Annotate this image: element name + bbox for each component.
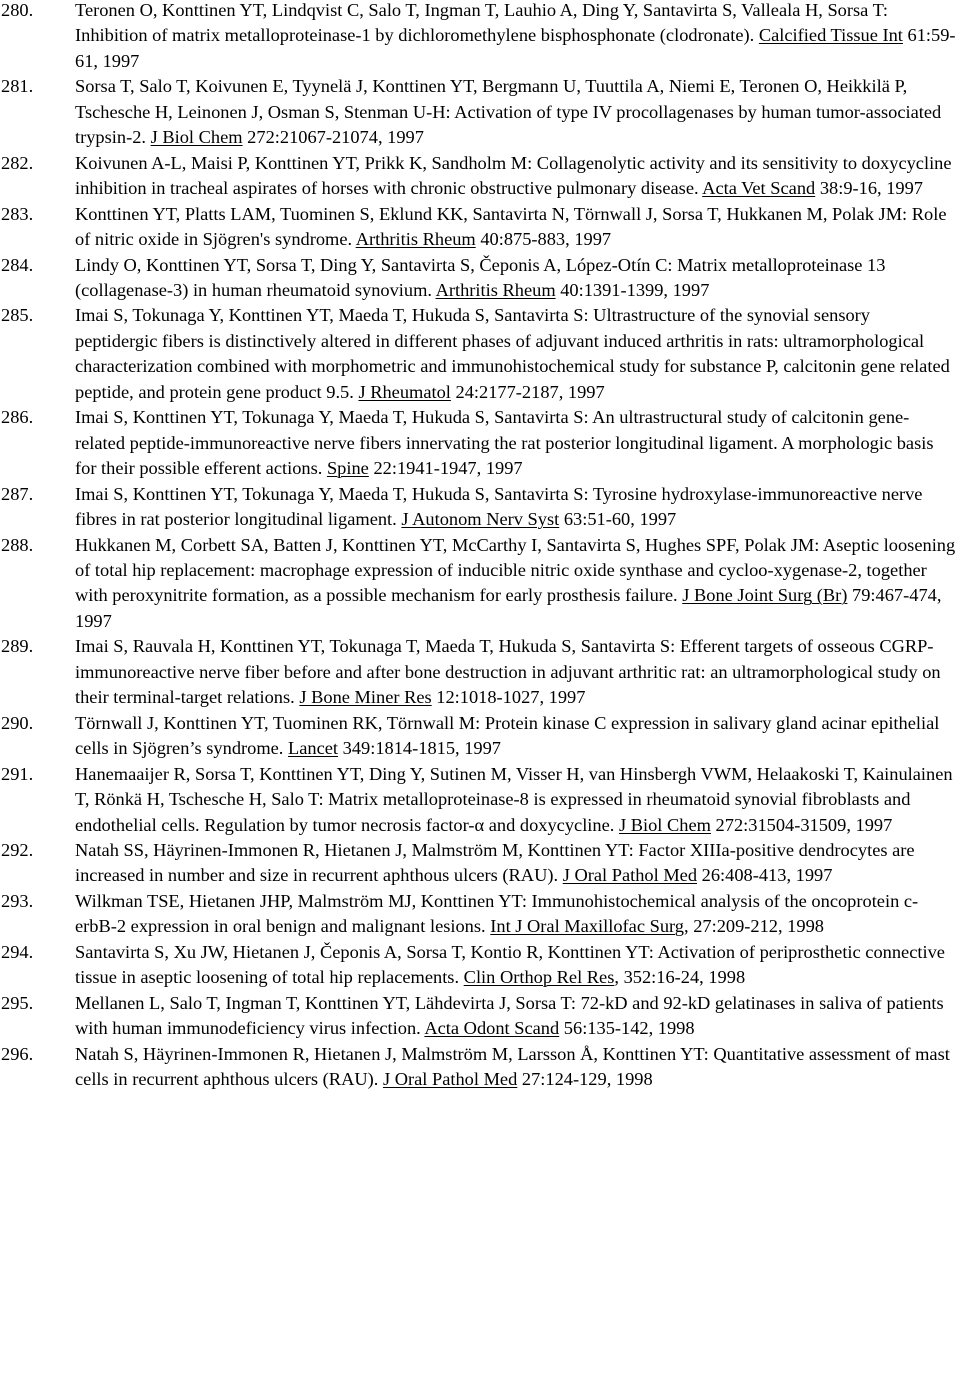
journal-link[interactable]: J Rheumatol — [358, 381, 451, 402]
reference-number: 284. — [1, 254, 34, 275]
journal-link[interactable]: Acta Odont Scand — [424, 1018, 560, 1039]
reference-number: 289. — [1, 636, 34, 657]
reference-citation: , 352:16-24, 1998 — [614, 967, 746, 988]
reference-citation: 40:1391-1399, 1997 — [555, 279, 710, 300]
journal-link[interactable]: J Biol Chem — [150, 127, 243, 148]
reference-text: Mellanen L, Salo T, Ingman T, Konttinen YT, Lähdevirta J, Sorsa T: 72-kD and 92-kD gelatinases in saliva of patients with human immunodeficiency virus infection. — [75, 992, 944, 1039]
journal-link[interactable]: Calcified Tissue Int — [758, 25, 903, 46]
reference-citation: 79:467-474, 1997 — [75, 585, 942, 631]
reference-number: 290. — [1, 712, 34, 733]
journal-link[interactable]: J Autonom Nerv Syst — [401, 509, 560, 530]
reference-item — [0, 405, 960, 481]
reference-citation: 349:1814-1815, 1997 — [338, 738, 502, 759]
reference-number: 293. — [1, 890, 34, 911]
reference-item — [0, 303, 960, 405]
reference-text: Santavirta S, Xu JW, Hietanen J, Čeponis A, Sorsa T, Kontio R, Konttinen YT: Activation of periprosthetic connective tissue in aseptic loosening of total hip replacements. — [75, 941, 945, 988]
reference-number: 282. — [1, 152, 34, 173]
reference-number: 296. — [1, 1043, 34, 1064]
reference-citation: 63:51-60, 1997 — [559, 509, 677, 530]
journal-link[interactable]: J Bone Miner Res — [299, 687, 432, 708]
journal-link[interactable]: Arthritis Rheum — [355, 229, 476, 250]
reference-item — [0, 151, 960, 202]
reference-citation: 22:1941-1947, 1997 — [368, 458, 523, 479]
journal-link[interactable]: Lancet — [288, 738, 339, 759]
reference-citation: 272:21067-21074, 1997 — [242, 127, 424, 148]
reference-number: 292. — [1, 839, 34, 860]
reference-text: Sorsa T, Salo T, Koivunen E, Tyynelä J, Konttinen YT, Bergmann U, Tuuttila A, Niemi E, Teronen O, Heikkilä P, Tschesche H, Leinonen J, Osman S, Stenman U-H: Activation of type IV procollagenases by human tumor-associated trypsin-2. — [75, 76, 942, 148]
reference-item — [0, 762, 960, 838]
journal-link[interactable]: Spine — [326, 458, 369, 479]
reference-number: 281. — [1, 76, 34, 97]
reference-citation: 38:9-16, 1997 — [815, 178, 924, 199]
reference-text: Wilkman TSE, Hietanen JHP, Malmström MJ, Konttinen YT: Immunohistochemical analysis of the oncoprotein c-erbB-2 expression in oral benign and malignant lesions. — [75, 890, 919, 937]
reference-citation: 26:408-413, 1997 — [697, 865, 833, 886]
reference-number: 285. — [1, 305, 34, 326]
journal-link[interactable]: Clin Orthop Rel Res — [463, 967, 615, 988]
reference-item — [0, 711, 960, 762]
reference-text: Imai S, Tokunaga Y, Konttinen YT, Maeda T, Hukuda S, Santavirta S: Ultrastructure of the synovial sensory peptidergic fibers is distinctively altered in different phases of adjuvant induced arthritis in rats: ultramorphological characterization combined with morphometric and immunohistochemical study for substance P, calcitonin gene related peptide, and protein gene product 9.5. — [75, 305, 950, 402]
reference-text: Natah S, Häyrinen-Immonen R, Hietanen J, Malmström M, Larsson Å, Konttinen YT: Quantitative assessment of mast cells in recurrent aphthous ulcers (RAU). — [75, 1043, 950, 1090]
reference-text: Hanemaaijer R, Sorsa T, Konttinen YT, Ding Y, Sutinen M, Visser H, van Hinsbergh VWM, Helaakoski T, Kainulainen T, Rönkä H, Tschesche H, Salo T: Matrix metalloproteinase-8 is expressed in rheumatoid synovial fibroblasts and endothelial cells. Regulation by tumor necrosis factor-α and doxycycline. — [75, 763, 953, 835]
reference-number: 291. — [1, 763, 34, 784]
journal-link[interactable]: J Oral Pathol Med — [382, 1069, 518, 1090]
reference-text: Natah SS, Häyrinen-Immonen R, Hietanen J, Malmström M, Konttinen YT: Factor XIIIa-positive dendrocytes are increased in number and size in recurrent aphthous ulcers (RAU). — [75, 839, 915, 886]
reference-item — [0, 889, 960, 940]
reference-text: Imai S, Konttinen YT, Tokunaga Y, Maeda T, Hukuda S, Santavirta S: An ultrastructural study of calcitonin gene-related peptide-immunoreactive nerve fibers innervating the rat posterior longitudinal ligament. A morphologic basis for their possible efferent actions. — [75, 407, 934, 479]
journal-link[interactable]: Arthritis Rheum — [435, 279, 556, 300]
reference-item — [0, 940, 960, 991]
reference-item — [0, 991, 960, 1042]
reference-item — [0, 202, 960, 253]
journal-link[interactable]: J Biol Chem — [618, 814, 711, 835]
reference-text: Koivunen A-L, Maisi P, Konttinen YT, Prikk K, Sandholm M: Collagenolytic activity and its sensitivity to doxycycline inhibition in tracheal aspirates of horses with chronic obstructive pulmonary disease. — [75, 152, 952, 199]
reference-citation: 56:135-142, 1998 — [559, 1018, 695, 1039]
reference-citation: 24:2177-2187, 1997 — [450, 381, 605, 402]
reference-item — [0, 634, 960, 710]
reference-number: 288. — [1, 534, 34, 555]
reference-number: 283. — [1, 203, 34, 224]
journal-link[interactable]: Int J Oral Maxillofac Surg — [490, 916, 684, 937]
reference-number: 294. — [1, 941, 34, 962]
reference-item — [0, 0, 960, 74]
reference-item — [0, 838, 960, 889]
reference-item — [0, 533, 960, 635]
reference-number: 295. — [1, 992, 34, 1013]
journal-link[interactable]: J Oral Pathol Med — [562, 865, 698, 886]
reference-item — [0, 74, 960, 150]
reference-citation: 12:1018-1027, 1997 — [431, 687, 586, 708]
journal-link[interactable]: J Bone Joint Surg (Br) — [682, 585, 848, 606]
journal-link[interactable]: Acta Vet Scand — [702, 178, 816, 199]
reference-citation: , 27:209-212, 1998 — [684, 916, 824, 937]
reference-text: Törnwall J, Konttinen YT, Tuominen RK, Törnwall M: Protein kinase C expression in salivary gland acinar epithelial cells in Sjögren’s syndrome. — [75, 712, 940, 759]
reference-number: 280. — [1, 0, 34, 20]
reference-citation: 61:59-61, 1997 — [75, 25, 956, 71]
reference-text: Imai S, Konttinen YT, Tokunaga Y, Maeda T, Hukuda S, Santavirta S: Tyrosine hydroxylase-immunoreactive nerve fibres in rat posterior longitudinal ligament. — [75, 483, 923, 530]
reference-text: Imai S, Rauvala H, Konttinen YT, Tokunaga T, Maeda T, Hukuda S, Santavirta S: Efferent targets of osseous CGRP-immunoreactive nerve fiber before and after bone destruction in adjuvant arthritic rat: an ultramorphological study on their terminal-target relations. — [75, 636, 941, 708]
reference-number: 286. — [1, 407, 34, 428]
reference-citation: 272:31504-31509, 1997 — [710, 814, 893, 835]
reference-number: 287. — [1, 483, 34, 504]
reference-text: Hukkanen M, Corbett SA, Batten J, Konttinen YT, McCarthy I, Santavirta S, Hughes SPF, Polak JM: Aseptic loosening of total hip replacement: macrophage expression of inducible nitric oxide synthase and cycloo-xygenase-2, together with peroxynitrite formation, as a possible mechanism for early prosthesis failure. — [75, 534, 956, 606]
reference-item — [0, 482, 960, 533]
reference-text: Lindy O, Konttinen YT, Sorsa T, Ding Y, Santavirta S, Čeponis A, López-Otín C: Matrix metalloproteinase 13 (collagenase-3) in human rheumatoid synovium. — [75, 254, 886, 300]
reference-text: Konttinen YT, Platts LAM, Tuominen S, Eklund KK, Santavirta N, Törnwall J, Sorsa T, Hukkanen M, Polak JM: Role of nitric oxide in Sjögren's syndrome. — [75, 203, 947, 250]
reference-item — [0, 253, 960, 304]
reference-item — [0, 1042, 960, 1093]
reference-citation: 40:875-883, 1997 — [475, 229, 612, 250]
reference-text: Teronen O, Konttinen YT, Lindqvist C, Salo T, Ingman T, Lauhio A, Ding Y, Santavirta S, Valleala H, Sorsa T: Inhibition of matrix metalloproteinase-1 by dichloromethylene bisphosphonate (clodronate). — [75, 0, 889, 46]
reference-citation: 27:124-129, 1998 — [517, 1069, 653, 1090]
